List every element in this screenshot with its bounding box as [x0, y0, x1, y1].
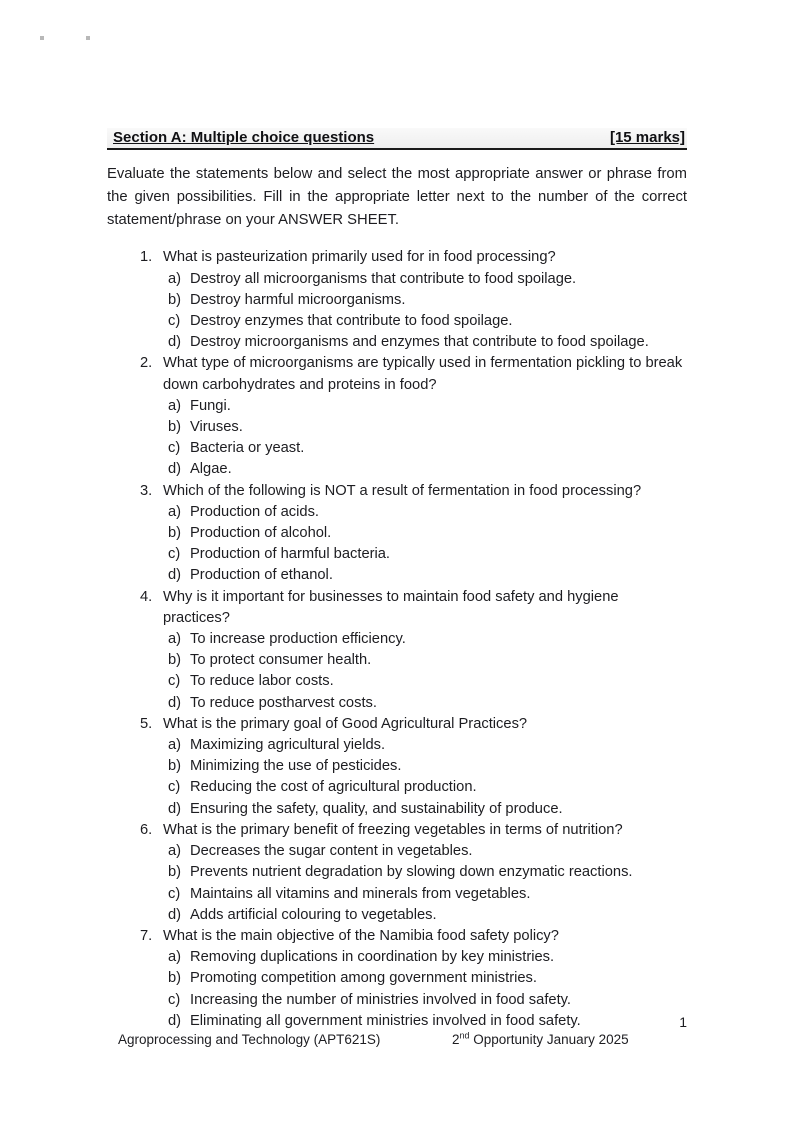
option-letter: d)	[168, 334, 182, 351]
option-letter: d)	[168, 1012, 182, 1029]
option-letter: b)	[168, 652, 182, 669]
section-header	[107, 128, 687, 150]
option-text: Bacteria or yeast.	[190, 440, 305, 457]
option-letter: c)	[168, 673, 181, 690]
option-row	[107, 671, 687, 692]
question-line	[107, 247, 687, 268]
option-letter: d)	[168, 567, 182, 584]
option-row	[107, 735, 687, 756]
option-letter: a)	[168, 397, 182, 414]
option-row	[107, 841, 687, 862]
option-text: Increasing the number of ministries involved in food safety.	[190, 991, 571, 1008]
option-row	[107, 884, 687, 905]
option-text: Production of ethanol.	[190, 567, 333, 584]
question-text: What type of microorganisms are typically used in fermentation pickling to break down carbohydrates and proteins in food?	[163, 355, 683, 393]
question-text: What is the main objective of the Namibia food safety policy?	[163, 927, 559, 944]
question-text: Why is it important for businesses to maintain food safety and hygiene practices?	[163, 588, 619, 626]
scan-speck	[40, 36, 44, 40]
option-row	[107, 629, 687, 650]
option-letter: a)	[168, 737, 182, 754]
option-row	[107, 269, 687, 290]
question-item	[107, 587, 687, 714]
question-text: Which of the following is NOT a result of fermentation in food processing?	[163, 482, 642, 499]
option-row	[107, 311, 687, 332]
question-line	[107, 714, 687, 735]
option-text: Viruses.	[190, 419, 243, 436]
question-line	[107, 820, 687, 841]
footer-course-code: Agroprocessing and Technology (APT621S)	[118, 1032, 381, 1047]
option-row	[107, 693, 687, 714]
option-row	[107, 502, 687, 523]
scan-speck	[86, 36, 90, 40]
question-line	[107, 481, 687, 502]
option-text: To reduce postharvest costs.	[190, 694, 377, 711]
question-item	[107, 353, 687, 480]
option-text: Production of alcohol.	[190, 525, 332, 542]
section-marks: [15 marks]	[609, 129, 685, 146]
option-letter: d)	[168, 800, 182, 817]
option-text: Production of harmful bacteria.	[190, 546, 391, 563]
instructions-paragraph: Evaluate the statements below and select the most appropriate answer or phrase from the given possibilities. Fill in the appropriate letter next to the number of the correct statement/phrase on your ANSWER SHEET.	[107, 166, 687, 229]
option-row	[107, 947, 687, 968]
option-letter: d)	[168, 461, 182, 478]
option-letter: c)	[168, 885, 181, 902]
question-text: What is pasteurization primarily used for in food processing?	[163, 249, 556, 266]
option-row	[107, 438, 687, 459]
option-row	[107, 862, 687, 883]
option-row	[107, 799, 687, 820]
question-line	[107, 587, 687, 629]
option-letter: b)	[168, 419, 182, 436]
option-text: Reducing the cost of agricultural production.	[190, 779, 477, 796]
option-letter: a)	[168, 270, 182, 287]
question-number: 1.	[140, 249, 153, 266]
question-item	[107, 481, 687, 587]
option-text: Destroy all microorganisms that contribute to food spoilage.	[190, 270, 577, 287]
footer-session-number: 2	[452, 1032, 460, 1047]
option-text: Removing duplications in coordination by key ministries.	[190, 949, 555, 966]
option-text: Fungi.	[190, 397, 231, 414]
question-line	[107, 353, 687, 395]
option-letter: d)	[168, 906, 182, 923]
option-text: To reduce labor costs.	[190, 673, 334, 690]
option-letter: b)	[168, 758, 182, 775]
option-letter: a)	[168, 631, 182, 648]
option-row	[107, 332, 687, 353]
option-letter: a)	[168, 843, 182, 860]
question-text: What is the primary benefit of freezing vegetables in terms of nutrition?	[163, 821, 623, 838]
footer-session	[452, 1032, 629, 1047]
page-number: 1	[679, 1014, 687, 1030]
option-row	[107, 417, 687, 438]
option-text: Adds artificial colouring to vegetables.	[190, 906, 437, 923]
option-letter: c)	[168, 440, 181, 457]
question-list	[107, 247, 687, 1032]
option-row	[107, 523, 687, 544]
option-letter: b)	[168, 970, 182, 987]
option-letter: c)	[168, 991, 181, 1008]
option-text: Maximizing agricultural yields.	[190, 737, 386, 754]
question-item	[107, 820, 687, 926]
option-text: Destroy harmful microorganisms.	[190, 291, 406, 308]
footer-session-ordinal: nd	[459, 1030, 470, 1041]
option-letter: a)	[168, 949, 182, 966]
option-row	[107, 544, 687, 565]
option-letter: c)	[168, 546, 181, 563]
option-text: Production of acids.	[190, 503, 319, 520]
option-text: Algae.	[190, 461, 232, 478]
option-letter: b)	[168, 291, 182, 308]
option-text: Destroy microorganisms and enzymes that contribute to food spoilage.	[190, 334, 649, 351]
question-number: 2.	[140, 355, 153, 372]
option-text: Destroy enzymes that contribute to food spoilage.	[190, 313, 513, 330]
option-text: Prevents nutrient degradation by slowing down enzymatic reactions.	[190, 864, 633, 881]
option-row	[107, 756, 687, 777]
option-row	[107, 905, 687, 926]
option-letter: b)	[168, 525, 182, 542]
option-letter: a)	[168, 503, 182, 520]
option-row	[107, 459, 687, 480]
option-row	[107, 565, 687, 586]
option-text: To increase production efficiency.	[190, 631, 406, 648]
option-row	[107, 290, 687, 311]
question-item	[107, 714, 687, 820]
option-text: Ensuring the safety, quality, and sustainability of produce.	[190, 800, 563, 817]
option-text: Eliminating all government ministries involved in food safety.	[190, 1012, 581, 1029]
option-row	[107, 650, 687, 671]
option-letter: c)	[168, 313, 181, 330]
question-item	[107, 247, 687, 353]
question-line	[107, 926, 687, 947]
question-number: 6.	[140, 821, 153, 838]
section-title: Section A: Multiple choice questions	[113, 129, 375, 146]
page-content	[107, 128, 687, 1032]
option-letter: c)	[168, 779, 181, 796]
question-number: 7.	[140, 927, 153, 944]
option-row	[107, 777, 687, 798]
option-text: Promoting competition among government ministries.	[190, 970, 537, 987]
option-row	[107, 396, 687, 417]
option-text: Minimizing the use of pesticides.	[190, 758, 402, 775]
option-row	[107, 968, 687, 989]
option-text: Decreases the sugar content in vegetables.	[190, 843, 473, 860]
option-letter: b)	[168, 864, 182, 881]
option-row	[107, 990, 687, 1011]
option-letter: d)	[168, 694, 182, 711]
question-item	[107, 926, 687, 1032]
option-text: Maintains all vitamins and minerals from vegetables.	[190, 885, 531, 902]
footer-session-rest: Opportunity January 2025	[469, 1032, 629, 1047]
option-text: To protect consumer health.	[190, 652, 372, 669]
question-text: What is the primary goal of Good Agricultural Practices?	[163, 715, 528, 732]
question-number: 3.	[140, 482, 153, 499]
option-row	[107, 1011, 687, 1032]
question-number: 5.	[140, 715, 153, 732]
question-number: 4.	[140, 588, 153, 605]
